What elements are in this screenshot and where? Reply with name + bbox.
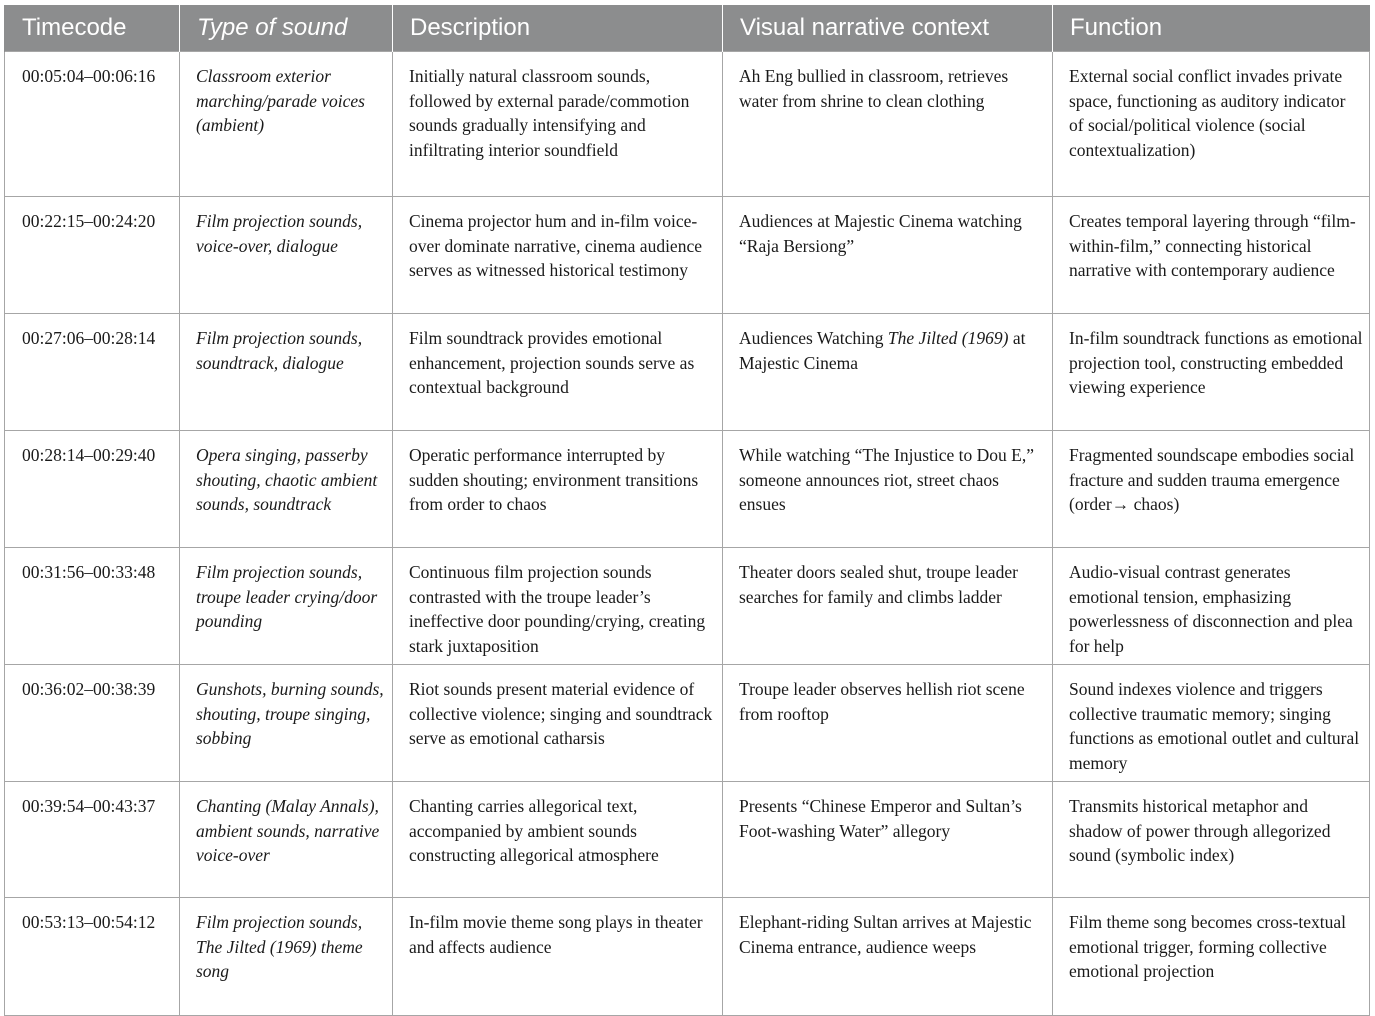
type-of-sound-cell: Gunshots, burning sounds, shouting, troupe singing, sobbing: [180, 665, 393, 782]
description-cell: In-film movie theme song plays in theater and affects audience: [393, 898, 723, 1016]
table-row: [5, 665, 1370, 782]
table-body: [5, 52, 1370, 1016]
description-cell: Continuous film projection sounds contrasted with the troupe leader’s ineffective door pounding/crying, creating stark juxtaposition: [393, 548, 723, 665]
table-row: [5, 548, 1370, 665]
timecode-cell: 00:28:14–00:29:40: [5, 431, 180, 548]
function-cell: Fragmented soundscape embodies social fracture and sudden trauma emergence (order→ chaos): [1053, 431, 1370, 548]
visual-context-text-end: at Majestic Cinema: [739, 328, 1026, 373]
film-title-italic: The Jilted (1969): [887, 328, 1009, 348]
timecode-cell: 00:27:06–00:28:14: [5, 314, 180, 431]
description-cell: Cinema projector hum and in-film voice-over dominate narrative, cinema audience serves as witnessed historical testimony: [393, 197, 723, 314]
type-of-sound-cell: Film projection sounds, troupe leader crying/door pounding: [180, 548, 393, 665]
table-row: [5, 782, 1370, 898]
visual-context-text: Audiences Watching: [739, 328, 888, 348]
function-cell: Transmits historical metaphor and shadow of power through allegorized sound (symbolic index): [1053, 782, 1370, 898]
function-cell: Film theme song becomes cross-textual emotional trigger, forming collective emotional projection: [1053, 898, 1370, 1016]
header-timecode: Timecode: [5, 5, 180, 52]
type-of-sound-cell: Opera singing, passerby shouting, chaotic ambient sounds, soundtrack: [180, 431, 393, 548]
type-of-sound-cell: Film projection sounds, The Jilted (1969) theme song: [180, 898, 393, 1016]
description-cell: Film soundtrack provides emotional enhancement, projection sounds serve as contextual background: [393, 314, 723, 431]
table-row: [5, 197, 1370, 314]
table-header: [5, 5, 1370, 52]
visual-context-cell: Audiences at Majestic Cinema watching “Raja Bersiong”: [723, 197, 1053, 314]
table-row: [5, 52, 1370, 197]
function-cell: Creates temporal layering through “film-within-film,” connecting historical narrative with contemporary audience: [1053, 197, 1370, 314]
function-cell: Audio-visual contrast generates emotional tension, emphasizing powerlessness of disconnection and plea for help: [1053, 548, 1370, 665]
timecode-cell: 00:31:56–00:33:48: [5, 548, 180, 665]
visual-context-cell: Ah Eng bullied in classroom, retrieves water from shrine to clean clothing: [723, 52, 1053, 197]
visual-context-cell: Elephant-riding Sultan arrives at Majestic Cinema entrance, audience weeps: [723, 898, 1053, 1016]
function-cell: Sound indexes violence and triggers collective traumatic memory; singing functions as emotional outlet and cultural memory: [1053, 665, 1370, 782]
sound-analysis-table-container: [4, 5, 1369, 1016]
visual-context-cell: While watching “The Injustice to Dou E,” someone announces riot, street chaos ensues: [723, 431, 1053, 548]
description-cell: Riot sounds present material evidence of collective violence; singing and soundtrack serve as emotional catharsis: [393, 665, 723, 782]
type-of-sound-cell: Film projection sounds, voice-over, dialogue: [180, 197, 393, 314]
function-cell: External social conflict invades private space, functioning as auditory indicator of social/political violence (social contextualization): [1053, 52, 1370, 197]
table-row: [5, 314, 1370, 431]
header-description: Description: [393, 5, 723, 52]
visual-context-cell: Presents “Chinese Emperor and Sultan’s Foot-washing Water” allegory: [723, 782, 1053, 898]
timecode-cell: 00:05:04–00:06:16: [5, 52, 180, 197]
header-row: [5, 5, 1370, 52]
header-function: Function: [1053, 5, 1370, 52]
description-cell: Chanting carries allegorical text, accompanied by ambient sounds constructing allegorical atmosphere: [393, 782, 723, 898]
timecode-cell: 00:39:54–00:43:37: [5, 782, 180, 898]
table-row: [5, 898, 1370, 1016]
visual-context-cell: [723, 314, 1053, 431]
description-cell: Operatic performance interrupted by sudden shouting; environment transitions from order to chaos: [393, 431, 723, 548]
sound-analysis-table: [4, 5, 1370, 1016]
type-of-sound-cell: Classroom exterior marching/parade voices (ambient): [180, 52, 393, 197]
timecode-cell: 00:22:15–00:24:20: [5, 197, 180, 314]
table-row: [5, 431, 1370, 548]
visual-context-cell: Theater doors sealed shut, troupe leader searches for family and climbs ladder: [723, 548, 1053, 665]
timecode-cell: 00:53:13–00:54:12: [5, 898, 180, 1016]
type-of-sound-cell: Film projection sounds, soundtrack, dialogue: [180, 314, 393, 431]
type-of-sound-cell: Chanting (Malay Annals), ambient sounds, narrative voice-over: [180, 782, 393, 898]
timecode-cell: 00:36:02–00:38:39: [5, 665, 180, 782]
description-cell: Initially natural classroom sounds, followed by external parade/commotion sounds gradually intensifying and infiltrating interior soundfield: [393, 52, 723, 197]
visual-context-cell: Troupe leader observes hellish riot scene from rooftop: [723, 665, 1053, 782]
header-visual-narrative-context: Visual narrative context: [723, 5, 1053, 52]
function-cell: In-film soundtrack functions as emotional projection tool, constructing embedded viewing experience: [1053, 314, 1370, 431]
header-type-of-sound: Type of sound: [180, 5, 393, 52]
